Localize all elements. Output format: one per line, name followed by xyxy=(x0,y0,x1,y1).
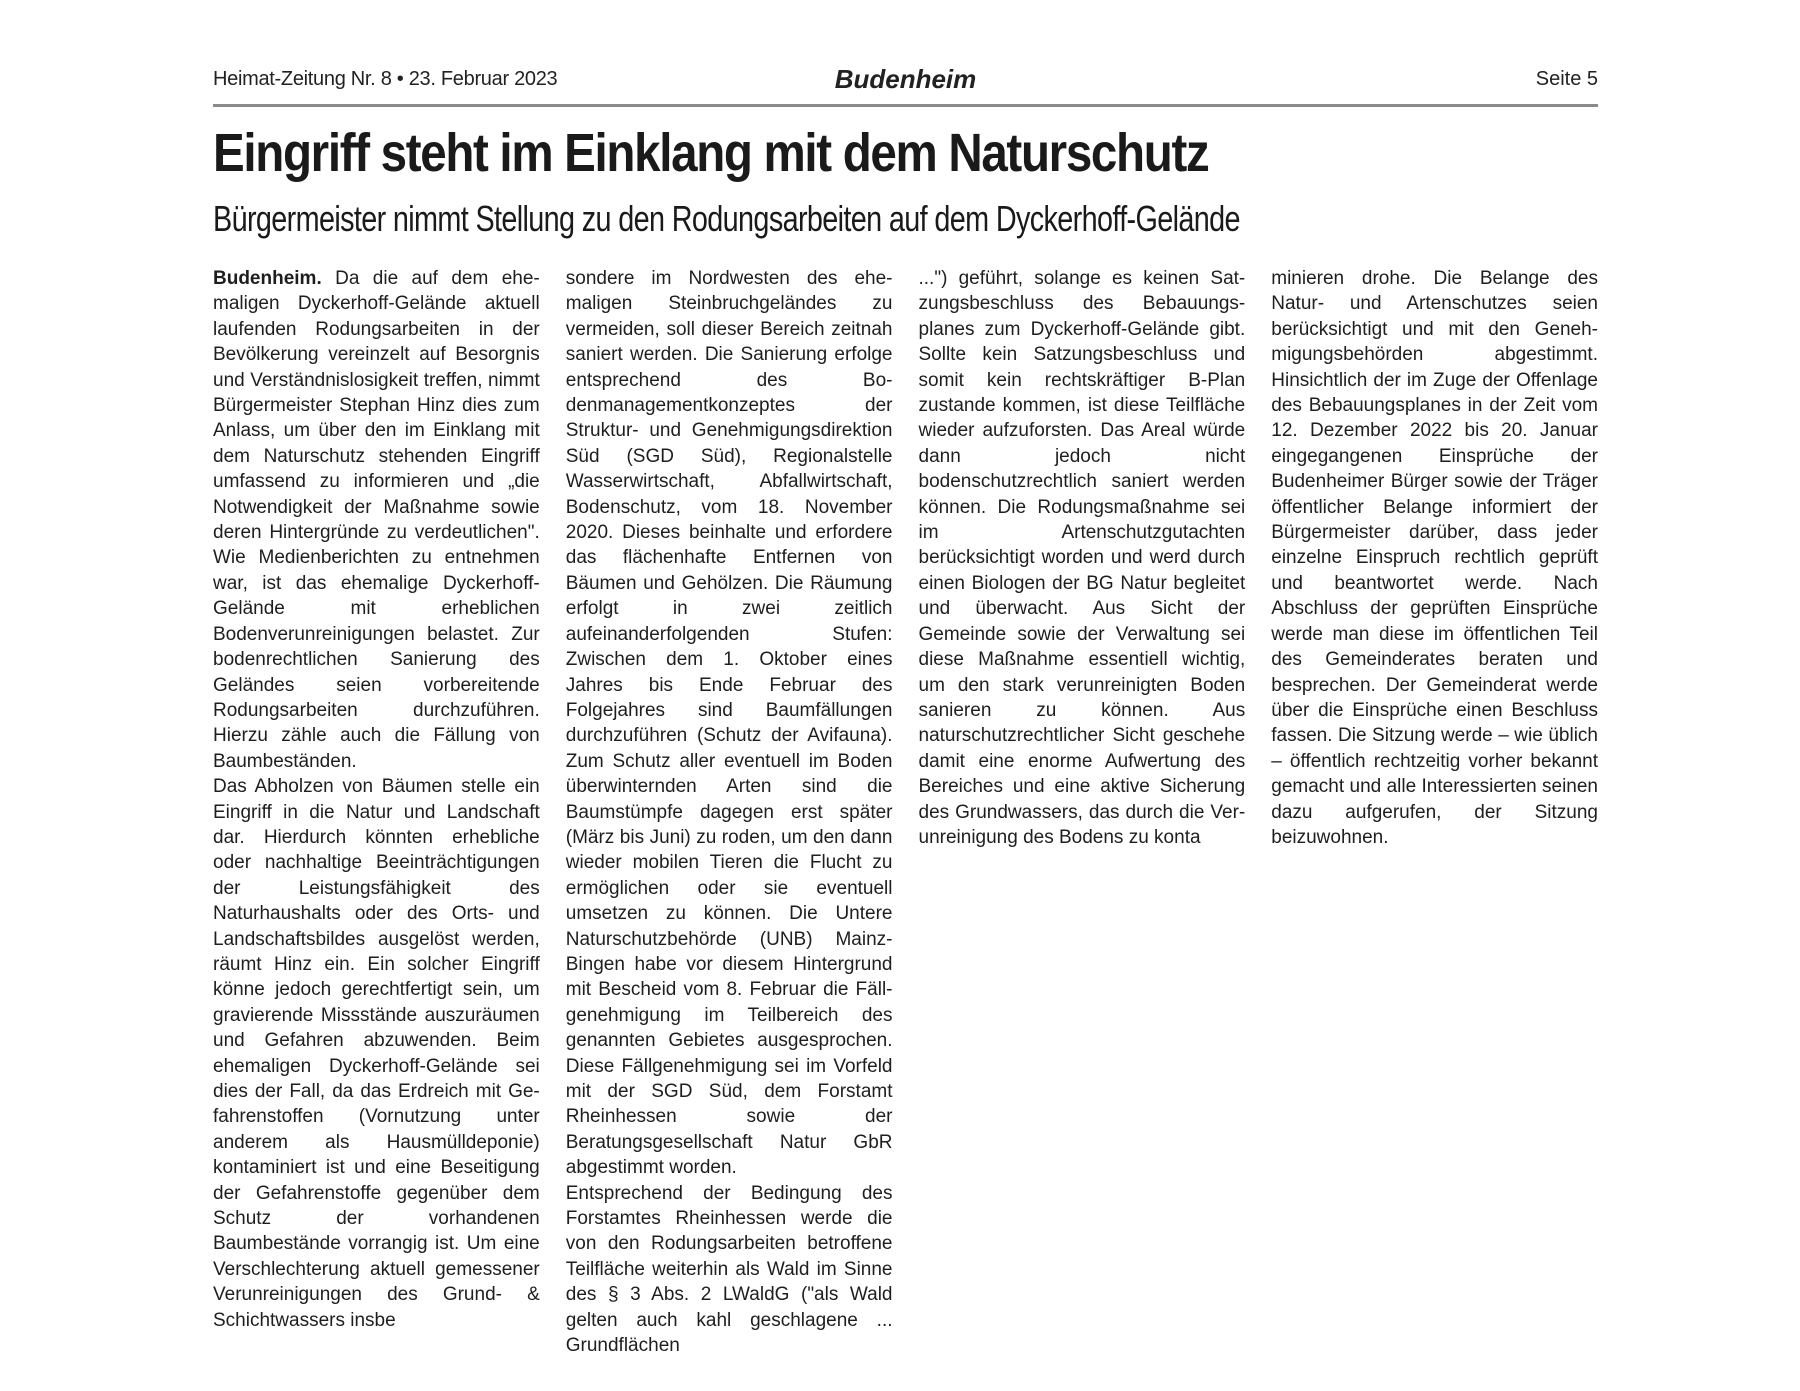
article-column-1 xyxy=(213,266,540,1358)
header-rule xyxy=(213,104,1598,107)
article-paragraph xyxy=(213,266,540,774)
article-paragraph: sondere im Nordwesten des ehemaligen Steinbruchgeländes zu vermeiden, soll dieser Bereich zeitnah saniert werden. Die Sanierung erfolge entsprechend des Bodenmanagementkonzeptes der Struktur- und Genehmigungsdirektion Süd (SGD Süd), Regionalstelle Wasserwirtschaft, Abfallwirtschaft, Bodenschutz, vom 18. November 2020. Dieses beinhalte und erfordere das flächenhafte Entfernen von Bäumen und Gehölzen. Die Räumung erfolgt in zwei zeitlich aufeinanderfolgenden Stufen: Zwischen dem 1. Oktober eines Jahres bis Ende Februar des Folgejahres sind Baumfällungen durchzuführen (Schutz der Avifauna). Zum Schutz aller eventuell im Boden überwinternden Arten sind die Baumstümpfe dagegen erst später (März bis Juni) zu roden, um den dann wieder mobilen Tieren die Flucht zu ermöglichen oder sie eventuell umsetzen zu können. Die Untere Naturschutzbehörde (UNB) Mainz-Bingen habe vor diesem Hintergrund mit Bescheid vom 8. Februar die Fällgenehmigung im Teilbereich des genannten Gebietes ausgesprochen. Diese Fällgenehmigung sei im Vorfeld mit der SGD Süd, dem Forstamt Rheinhessen sowie der Beratungsgesellschaft Natur GbR abgestimmt worden. xyxy=(565,268,893,1179)
publication-issue-date: Heimat-Zeitung Nr. 8 • 23. Februar 2023 xyxy=(213,68,558,90)
article-paragraph: ...") geführt, solange es keinen Satzungsbeschluss des Bebauungsplanes zum Dyckerhoff-Gelände gibt. Sollte kein Satzungsbeschluss und somit kein rechtskräftiger B-Plan zustande kommen, ist diese Teilfläche wieder aufzuforsten. Das Areal würde dann jedoch nicht bodenschutzrechtlich saniert werden können. Die Rodungsmaßnahme sei im Artenschutzgutachten berücksichtigt worden und werd durch einen Biologen der BG Natur begleitet und überwacht. Aus Sicht der Gemeinde sowie der Verwaltung sei diese Maßnahme essentiell wichtig, um den stark verunreinigten Boden sanieren zu können. Aus naturschutzrechtlicher Sicht geschehe damit eine enorme Aufwertung des Bereiches und eine aktive Sicherung des Grundwassers, das durch die Verunreinigung des Bodens zu konta xyxy=(918,268,1246,848)
article-headline: Eingriff steht im Einklang mit dem Naturschutz xyxy=(213,123,1209,183)
running-head xyxy=(213,62,1598,96)
article-paragraph: minieren drohe. Die Belange des Natur- und Artenschutzes seien berücksichtigt und mit den Genehmigungsbehörden abgestimmt. Hinsichtlich der im Zuge der Offenlage des Bebauungsplanes in der Zeit vom 12. Dezember 2022 bis 20. Januar eingegangenen Einsprüche der Budenheimer Bürger sowie der Träger öffentlicher Belange informiert der Bürgermeister darüber, dass jeder einzelne Einspruch rechtlich geprüft und beantwortet werde. Nach Abschluss der geprüften Einsprüche werde man diese im öffentlichen Teil des Gemeinderates beraten und besprechen. Der Gemeinderat werde über die Einsprüche einen Beschluss fassen. Die Sitzung werde – wie üblich – öffentlich rechtzeitig vorher bekannt gemacht und alle Interessierten seinen dazu aufgerufen, der Sitzung beizuwohnen. xyxy=(1271,268,1598,848)
page-number: Seite 5 xyxy=(1535,68,1598,90)
paragraph-text: Da die auf dem ehemaligen Dyckerhoff-Gelände aktuell laufenden Rodungsarbeiten in der Bevölkerung vereinzelt auf Besorgnis und Verständnislosigkeit treffen, nimmt Bürgermeister Stephan Hinz dies zum Anlass, um über den im Einklang mit dem Naturschutz stehenden Eingriff umfassend zu informieren und „die Notwendigkeit der Maßnahme sowie deren Hintergründe zu verdeutlichen". Wie Medienberichten zu entnehmen war, ist das ehemalige Dyckerhoff-Gelände mit erheblichen Bodenverunreinigungen belastet. Zur bodenrechtlichen Sanierung des Geländes seien vorbereitende Rodungsarbeiten durchzuführen. Hierzu zähle auch die Fällung von Baumbeständen. xyxy=(213,268,540,772)
article-column-2 xyxy=(566,266,893,1358)
dateline: Budenheim. xyxy=(213,268,322,289)
article-paragraph: Das Abholzen von Bäumen stelle ein Eingriff in die Natur und Landschaft dar. Hierdurch könnten erhebliche oder nachhaltige Beeinträchtigungen der Leistungsfähigkeit des Naturhaushalts oder des Orts- und Landschaftsbildes ausgelöst werden, räumt Hinz ein. Ein solcher Eingriff könne jedoch gerechtfertigt sein, um gravierende Missstände auszuräumen und Gefahren abzuwenden. Beim ehemaligen Dyckerhoff-Gelände sei dies der Fall, da das Erdreich mit Gefahrenstoffen (Vornutzung unter anderem als Hausmülldeponie) kontaminiert ist und eine Beseitigung der Gefahrenstoffe gegenüber dem Schutz der vorhandenen Baumbestände vorrangig ist. Um eine Verschlechterung aktuell gemessener Verunreinigungen des Grund- & Schichtwassers insbe xyxy=(213,776,540,1331)
article-paragraph: Entsprechend der Bedingung des Forstamtes Rheinhessen werde die von den Rodungsarbeiten betroffene Teilfläche weiterhin als Wald im Sinne des § 3 Abs. 2 LWaldG ("als Wald gelten auch kahl geschlagene ... Grundflächen xyxy=(565,1182,893,1357)
article-column-4 xyxy=(1271,266,1598,1358)
article-body xyxy=(213,266,1598,1358)
article-column-3 xyxy=(919,266,1246,1358)
section-name: Budenheim xyxy=(834,64,977,94)
article-subheadline: Bürgermeister nimmt Stellung zu den Rodungsarbeiten auf dem Dyckerhoff-Gelände xyxy=(213,198,1240,239)
